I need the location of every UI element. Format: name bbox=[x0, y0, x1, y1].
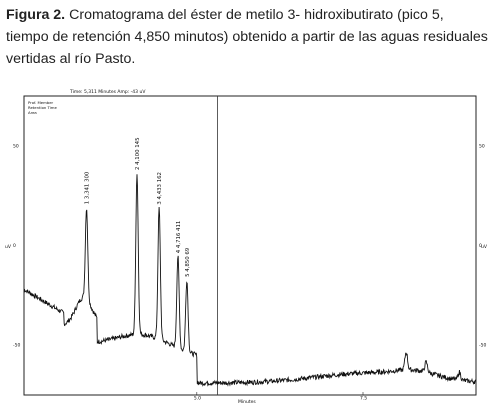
figure-caption-text: Cromatograma del éster de metilo 3- hidroxibutirato (pico 5, tiempo de retención 4,850 minutos) obtenido a partir de las aguas residuales vertidas al río Pasto. bbox=[6, 7, 488, 67]
peak-label-5: 5 4,850 69 bbox=[184, 247, 191, 277]
channel-line-1: Prof. Member bbox=[28, 100, 54, 105]
y-tick-right-50: 50 bbox=[479, 144, 485, 150]
peak-label-2: 2 4,100 145 bbox=[135, 137, 141, 171]
chromatogram-trace bbox=[24, 174, 476, 385]
peak-label-3: 3 4,433 162 bbox=[157, 172, 164, 205]
y-axis-label-left: uV bbox=[5, 245, 11, 250]
channel-line-3: Area bbox=[28, 110, 37, 115]
plot-frame bbox=[24, 96, 476, 395]
y-tick-right-0: 0 bbox=[479, 244, 482, 249]
peak-label-4: 4 4,716 411 bbox=[175, 220, 182, 254]
header-text: Time: 5,311 Minutes Amp: -43 uV bbox=[70, 90, 146, 95]
chromatogram-svg bbox=[0, 85, 494, 405]
channel-line-2: Retention Time bbox=[28, 105, 57, 110]
x-axis-label: Minutes bbox=[238, 400, 256, 405]
y-axis-label-right: uV bbox=[481, 245, 487, 250]
figure-label: Figura 2. bbox=[6, 7, 66, 23]
x-tick-label-7.5: 7.5 bbox=[360, 396, 368, 402]
peak-label-1: 1 3,341 300 bbox=[84, 171, 91, 205]
x-tick-label-5.0: 5.0 bbox=[193, 396, 201, 402]
y-tick-left-0: 0 bbox=[13, 244, 16, 249]
y-tick-left-50: 50 bbox=[13, 144, 19, 150]
y-tick-left--50: -50 bbox=[13, 343, 21, 349]
y-tick-right--50: -50 bbox=[479, 343, 487, 349]
figure-caption bbox=[6, 4, 488, 70]
chromatogram-chart bbox=[0, 85, 494, 405]
